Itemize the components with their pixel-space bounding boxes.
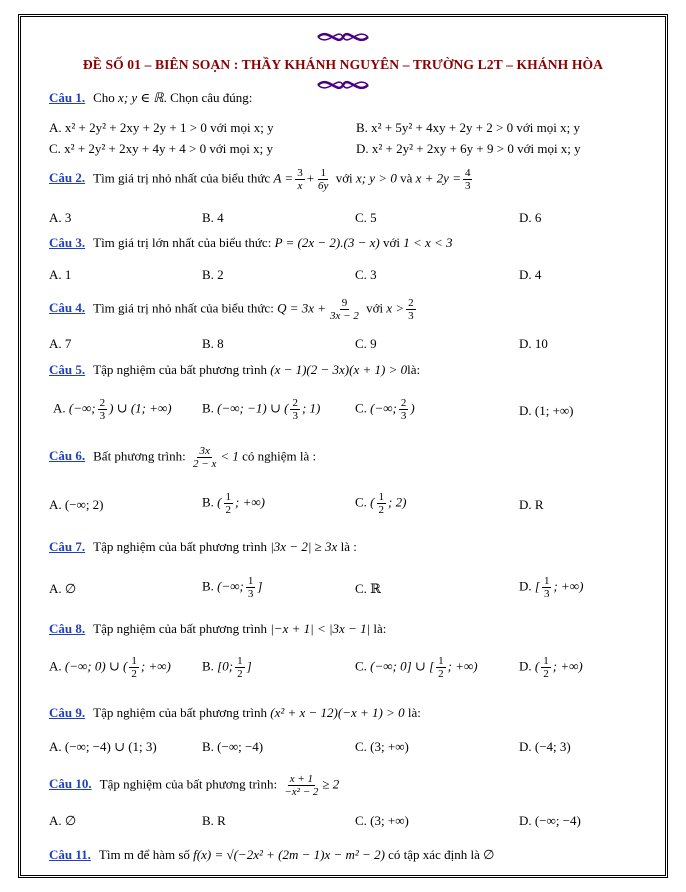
options-row [49, 655, 657, 685]
option-d[interactable]: D. [ $\frac{1}{3}$ ; +∞) [519, 575, 584, 600]
option-c[interactable]: C. ℝ [355, 581, 381, 596]
option-c[interactable]: C. (3; +∞) [355, 739, 409, 754]
option-a[interactable]: A. (−∞; $\frac{2}{3}$ ) ∪ (1; +∞) [53, 397, 172, 422]
option-a[interactable]: A. 1 [49, 267, 72, 282]
option-b[interactable]: B. [0; $\frac{1}{2}$ ] [202, 655, 252, 680]
question-8: Câu 8. Tập nghiệm của bất phương trình |−x + 1| < |3x − 1| là: [49, 621, 387, 636]
question-label: Câu 3. [49, 235, 86, 250]
option-b[interactable]: B. 2 [202, 267, 224, 282]
question-11: Câu 11. Tìm m để hàm số f(x) = √(−2x² + (2m − 1)x − m² − 2) có tập xác định là ∅ [49, 847, 495, 862]
question-9: Câu 9. Tập nghiệm của bất phương trình (x² + x − 12)(−x + 1) > 0 là: [49, 705, 421, 720]
option-c[interactable]: C. 3 [355, 267, 377, 282]
question-label: Câu 1. [49, 90, 86, 105]
options-row [49, 491, 657, 521]
option-b[interactable]: B. (−∞; $\frac{1}{3}$ ] [202, 575, 263, 600]
question-label: Câu 10. [49, 776, 92, 792]
question-label: Câu 2. [49, 170, 86, 186]
fraction: $\frac{x + 1}{\text{−x² − 2}}$ [284, 773, 319, 798]
option-d[interactable]: D. ( $\frac{1}{2}$ ; +∞) [519, 655, 583, 680]
option-a[interactable]: A. 7 [49, 336, 72, 351]
fraction: $\frac{2}{3}$ [408, 297, 414, 322]
fraction: $\frac{3x}{2 - x}$ [193, 445, 217, 470]
option-d[interactable]: D. 6 [519, 210, 542, 225]
option-c[interactable]: C. (3; +∞) [355, 813, 409, 828]
option-c[interactable]: C. (−∞; $\frac{2}{3}$ ) [355, 397, 415, 422]
question-4: Câu 4. Tìm giá trị nhỏ nhất của biểu thức: Q = 3x + $\frac{9}{3x - 2}$ với x > $\frac{2}{3}$ [49, 297, 414, 322]
top-ornament-icon [21, 27, 665, 52]
option-c[interactable]: C. 5 [355, 210, 377, 225]
option-a[interactable]: A. (−∞; −4) ∪ (1; 3) [49, 739, 157, 754]
question-label: Câu 7. [49, 539, 86, 554]
fraction: $\frac{1}{6y}$ [318, 167, 329, 192]
options-row [49, 397, 657, 427]
option-b[interactable]: B. (−∞; −1) ∪ ( $\frac{2}{3}$ ; 1) [202, 397, 321, 422]
option-a[interactable]: A. ∅ [49, 581, 77, 596]
option-c[interactable]: C. x² + 2y² + 2xy + 4y + 4 > 0 với mọi x; y [49, 141, 273, 156]
option-d[interactable]: D. 4 [519, 267, 542, 282]
options-row [49, 575, 657, 605]
option-a[interactable]: A. 3 [49, 210, 72, 225]
option-b[interactable]: B. (−∞; −4) [202, 739, 264, 754]
question-1: Câu 1. Cho x; y ∈ ℝ. Chọn câu đúng: [49, 90, 253, 105]
question-label: Câu 9. [49, 705, 86, 720]
page-frame [18, 14, 668, 878]
option-d[interactable]: D. (−∞; −4) [519, 813, 581, 828]
question-label: Câu 11. [49, 847, 91, 862]
option-a[interactable]: A. (−∞; 0) ∪ ( $\frac{1}{2}$ ; +∞) [49, 655, 171, 680]
option-a[interactable]: A. (−∞; 2) [49, 497, 104, 512]
question-label: Câu 6. [49, 448, 86, 464]
option-b[interactable]: B. ( $\frac{1}{2}$ ; +∞) [202, 491, 265, 516]
fraction: $\frac{9}{3x - 2}$ [330, 297, 359, 322]
fraction: $\frac{4}{3}$ [464, 167, 471, 192]
option-d[interactable]: D. (−4; 3) [519, 739, 571, 754]
question-3: Câu 3. Tìm giá trị lớn nhất của biểu thức: P = (2x − 2).(3 − x) với 1 < x < 3 [49, 235, 453, 250]
option-c[interactable]: C. (−∞; 0] ∪ [ $\frac{1}{2}$ ; +∞) [355, 655, 478, 680]
question-label: Câu 8. [49, 621, 86, 636]
question-6: Câu 6. Bất phương trình: $\frac{3x}{2 - x}$ < 1 có nghiệm là : [49, 445, 317, 470]
option-d[interactable]: D. 10 [519, 336, 548, 351]
option-a[interactable]: A. x² + 2y² + 2xy + 2y + 1 > 0 với mọi x; y [49, 120, 274, 135]
option-d[interactable]: D. x² + 2y² + 2xy + 6y + 9 > 0 với mọi x; y [356, 141, 581, 156]
question-5: Câu 5. Tập nghiệm của bất phương trình (x − 1)(2 − 3x)(x + 1) > 0là: [49, 362, 421, 377]
option-c[interactable]: C. ( $\frac{1}{2}$ ; 2) [355, 491, 407, 516]
question-7: Câu 7. Tập nghiệm của bất phương trình |3x − 2| ≥ 3x là : [49, 539, 357, 554]
option-b[interactable]: B. x² + 5y² + 4xy + 2y + 2 > 0 với mọi x; y [356, 120, 580, 135]
question-2: Câu 2. Tìm giá trị nhỏ nhất của biểu thức A = $\frac{3}{x}$ + $\frac{1}{6y}$ với x; y > 0 và x + 2y = $\frac{4}{3}$ [49, 167, 471, 192]
option-b[interactable]: B. R [202, 813, 226, 828]
question-label: Câu 5. [49, 362, 86, 377]
page-title: ĐỀ SỐ 01 – BIÊN SOẠN : THẦY KHÁNH NGUYÊN – TRƯỜNG L2T – KHÁNH HÒA [82, 57, 604, 72]
option-b[interactable]: B. 4 [202, 210, 224, 225]
fraction: $\frac{3}{x}$ [297, 167, 303, 192]
option-a[interactable]: A. ∅ [49, 813, 77, 828]
question-10: Câu 10. Tập nghiệm của bất phương trình: $\frac{x + 1}{\text{−x² − 2}}$ ≥ 2 [49, 773, 340, 798]
option-c[interactable]: C. 9 [355, 336, 377, 351]
option-d[interactable]: D. R [519, 497, 544, 512]
option-b[interactable]: B. 8 [202, 336, 224, 351]
option-d[interactable]: D. (1; +∞) [519, 403, 574, 418]
question-label: Câu 4. [49, 300, 86, 316]
